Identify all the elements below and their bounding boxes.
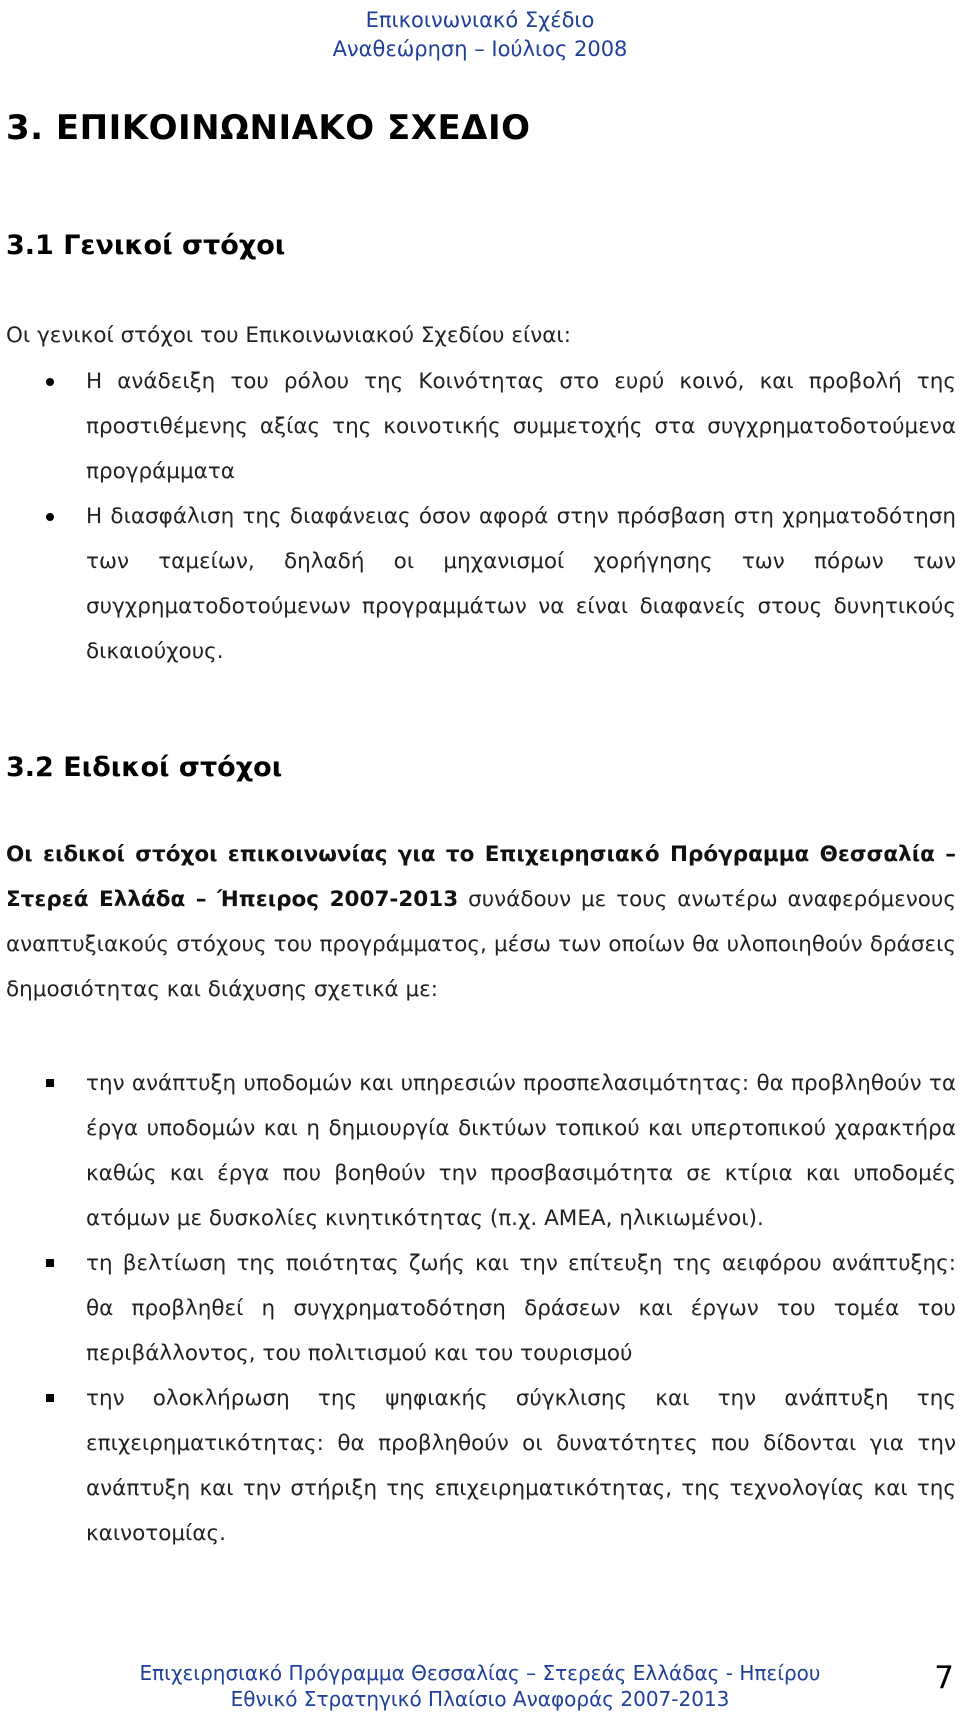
page-header (0, 6, 960, 64)
bullet-dot-icon (46, 513, 54, 521)
list-item-text: Η διασφάλιση της διαφάνειας όσον αφορά στην πρόσβαση στη χρηματοδότηση των ταμείων, δηλαδή οι μηχανισμοί χορήγησης των πόρων των συγχρηματοδοτούμενων προγραμμάτων να είναι διαφανείς στους δυνητικούς δικαιούχους. (86, 504, 956, 664)
bullet-dot-icon (46, 378, 54, 386)
header-document-title: Επικοινωνιακό Σχέδιο (365, 8, 595, 32)
list-item (0, 359, 960, 494)
list-item (0, 1061, 960, 1241)
page-number: 7 (934, 1660, 954, 1696)
specific-goals-intro-rest: συνάδουν με τους ανωτέρω αναφερόμενους αναπτυξιακούς στόχους του προγράμματος, μέσω των οποίων θα υλοποιηθούν δράσεις δημοσιότητας και διάχυσης σχετικά με: (6, 887, 956, 1002)
list-item (0, 1376, 960, 1556)
chapter-title: 3. ΕΠΙΚΟΙΝΩΝΙΑΚΟ ΣΧΕΔΙΟ (6, 108, 531, 148)
list-item-text: τη βελτίωση της ποιότητας ζωής και την επίτευξη της αειφόρου ανάπτυξης: θα προβληθεί η συγχρηματοδότηση δράσεων και έργων του τομέα του περιβάλλοντος, του πολιτισμού και του τουρισμού (86, 1251, 956, 1366)
specific-goals-list (0, 1061, 960, 1556)
footer-framework-title: Εθνικό Στρατηγικό Πλαίσιο Αναφοράς 2007-2013 (230, 1687, 730, 1711)
specific-goals-intro-bold: Οι ειδικοί στόχοι επικοινωνίας για το Επιχειρησιακό Πρόγραμμα Θεσσαλία – Στερεά Ελλάδα – Ήπειρος 2007-2013 (6, 842, 956, 912)
bullet-square-icon (46, 1079, 54, 1087)
section-general-goals-title: 3.1 Γενικοί στόχοι (6, 230, 286, 261)
list-item (0, 494, 960, 674)
list-item-text: την ολοκλήρωση της ψηφιακής σύγκλισης και την ανάπτυξη της επιχειρηματικότητας: θα προβληθούν οι δυνατότητες που δίδονται για την ανάπτυξη και την στήριξη της επιχειρηματικότητας, της τεχνολογίας και της καινοτομίας. (86, 1386, 956, 1546)
general-goals-list (0, 359, 960, 674)
general-goals-intro: Οι γενικοί στόχοι του Επικοινωνιακού Σχεδίου είναι: (6, 323, 571, 348)
section-specific-goals-title: 3.2 Ειδικοί στόχοι (6, 752, 283, 783)
page-footer (0, 1660, 960, 1712)
header-revision: Αναθεώρηση – Ιούλιος 2008 (332, 37, 628, 61)
footer-program-title: Επιχειρησιακό Πρόγραμμα Θεσσαλίας – Στερεάς Ελλάδας - Ηπείρου (139, 1661, 821, 1685)
specific-goals-intro (6, 832, 956, 1012)
list-item (0, 1241, 960, 1376)
list-item-text: Η ανάδειξη του ρόλου της Κοινότητας στο ευρύ κοινό, και προβολή της προστιθέμενης αξίας της κοινοτικής συμμετοχής στα συγχρηματοδοτούμενα προγράμματα (86, 369, 956, 484)
list-item-text: την ανάπτυξη υποδομών και υπηρεσιών προσπελασιμότητας: θα προβληθούν τα έργα υποδομών και η δημιουργία δικτύων τοπικού και υπερτοπικού χαρακτήρα καθώς και έργα που βοηθούν την προσβασιμότητα σε κτίρια και υποδομές ατόμων με δυσκολίες κινητικότητας (π.χ. ΑΜΕΑ, ηλικιωμένοι). (86, 1071, 956, 1231)
bullet-square-icon (46, 1259, 54, 1267)
bullet-square-icon (46, 1394, 54, 1402)
